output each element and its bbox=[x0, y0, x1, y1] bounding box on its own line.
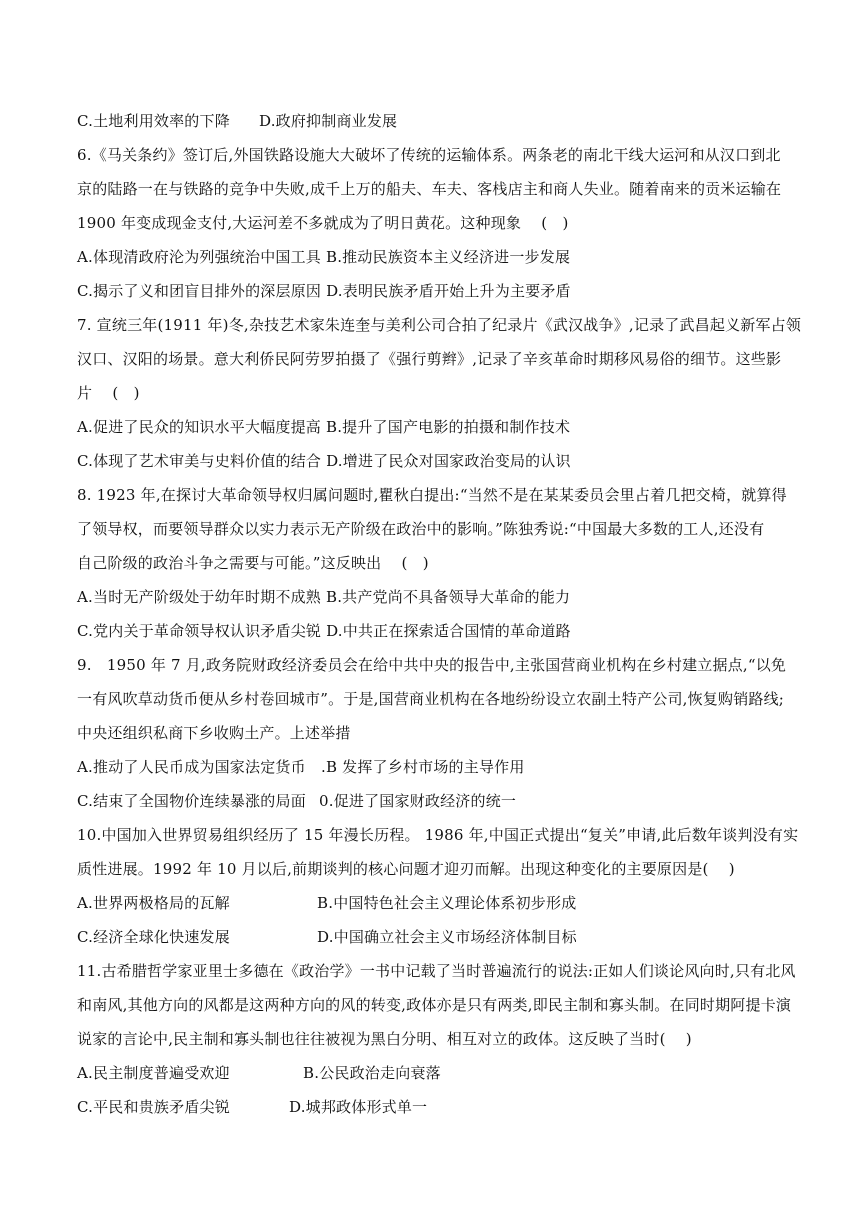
q6-stem-line-2: 京的陆路一在与铁路的竞争中失败,成千上万的船夫、车夫、客栈店主和商人失业。随着南来的贡米运输在 bbox=[77, 180, 782, 198]
q11-option-a: A.民主制度普遍受欢迎 bbox=[77, 1064, 230, 1082]
q9-option-b: .B 发挥了乡村市场的主导作用 bbox=[321, 758, 525, 776]
q10-option-a: A.世界两极格局的瓦解 bbox=[77, 894, 230, 912]
q8-options-ab: A.当时无产阶级处于幼年时期不成熟 B.共产党尚不具备领导大革命的能力 bbox=[77, 588, 571, 606]
q11-stem-line-1: 11.古希腊哲学家亚里士多德在《政治学》一书中记载了当时普遍流行的说法:正如人们谈论风向时,只有北风 bbox=[77, 962, 796, 980]
q7-options-cd: C.体现了艺术审美与史料价值的结合 D.增进了民众对国家政治变局的认识 bbox=[77, 452, 571, 470]
q6-options-cd: C.揭示了义和团盲目排外的深层原因 D.表明民族矛盾开始上升为主要矛盾 bbox=[77, 282, 571, 300]
q11-option-c: C.平民和贵族矛盾尖锐 bbox=[77, 1098, 230, 1116]
q11-stem-line-3: 说家的言论中,民主制和寡头制也往往被视为黑白分明、相互对立的政体。这反映了当时( ) bbox=[77, 1030, 692, 1048]
q9-stem-line-3: 中央还组织私商下乡收购土产。上述举措 bbox=[77, 724, 351, 742]
q10-option-b: B.中国特色社会主义理论体系初步形成 bbox=[317, 894, 577, 912]
q9-option-a: A.推动了人民币成为国家法定货币 bbox=[77, 758, 306, 776]
q7-stem-line-3: 片 ( ) bbox=[77, 384, 140, 402]
q6-stem-line-3: 1900 年变成现金支付,大运河差不多就成为了明日黄花。这种现象 ( ) bbox=[77, 214, 569, 232]
q9-stem-line-2: 一有风吹草动货币便从乡村卷回城市”。于是,国营商业机构在各地纷纷设立农副土特产公司,恢复购销路线; bbox=[77, 690, 785, 708]
q6-options-ab: A.体现清政府沦为列强统治中国工具 B.推动民族资本主义经济进一步发展 bbox=[77, 248, 571, 266]
q9-stem-line-1: 9. 1950 年 7 月,政务院财政经济委员会在给中共中央的报告中,主张国营商业机构在乡村建立据点,“以免 bbox=[77, 656, 787, 674]
q6-stem-line-1: 6.《马关条约》签订后,外国铁路设施大大破坏了传统的运输体系。两条老的南北干线大运河和从汉口到北 bbox=[77, 146, 781, 164]
q11-option-d: D.城邦政体形式单一 bbox=[289, 1098, 428, 1116]
q7-stem-line-2: 汉口、汉阳的场景。意大利侨民阿劳罗拍摄了《强行剪辫》,记录了辛亥革命时期移风易俗的细节。这些影 bbox=[77, 350, 782, 368]
q5-option-c: C.土地利用效率的下降 bbox=[77, 112, 230, 130]
q8-stem-line-2: 了领导权，而要领导群众以实力表示无产阶级在政治中的影响。”陈独秀说:“中国最大多数的工人,还没有 bbox=[77, 520, 765, 538]
q10-option-c: C.经济全球化快速发展 bbox=[77, 928, 230, 946]
q7-stem-line-1: 7. 宣统三年(1911 年)冬,杂技艺术家朱连奎与美利公司合拍了纪录片《武汉战争》,记录了武昌起义新军占领 bbox=[77, 316, 802, 334]
q9-option-d: 0.促进了国家财政经济的统一 bbox=[319, 792, 517, 810]
q10-stem-line-1: 10.中国加入世界贸易组织经历了 15 年漫长历程。 1986 年,中国正式提出“复关”申请,此后数年谈判没有实 bbox=[77, 826, 799, 844]
q8-stem-line-3: 自己阶级的政治斗争之需要与可能。”这反映出 ( ) bbox=[77, 554, 429, 572]
q5-option-d: D.政府抑制商业发展 bbox=[259, 112, 398, 130]
q8-options-cd: C.党内关于革命领导权认识矛盾尖锐 D.中共正在探索适合国情的革命道路 bbox=[77, 622, 571, 640]
q10-option-d: D.中国确立社会主义市场经济体制目标 bbox=[317, 928, 577, 946]
q11-option-b: B.公民政治走向衰落 bbox=[303, 1064, 441, 1082]
q10-stem-line-2: 质性进展。1992 年 10 月以后,前期谈判的核心问题才迎刃而解。出现这种变化的主要原因是( ) bbox=[77, 860, 735, 878]
q11-stem-line-2: 和南风,其他方向的风都是这两种方向的风的转变,政体亦是只有两类,即民主制和寡头制。在同时期阿提卡演 bbox=[77, 996, 792, 1014]
q8-stem-line-1: 8. 1923 年,在探讨大革命领导权归属问题时,瞿秋白提出:“当然不是在某某委员会里占着几把交椅，就算得 bbox=[77, 486, 787, 504]
q7-options-ab: A.促进了民众的知识水平大幅度提高 B.提升了国产电影的拍摄和制作技术 bbox=[77, 418, 571, 436]
q9-option-c: C.结束了全国物价连续暴涨的局面 bbox=[77, 792, 306, 810]
